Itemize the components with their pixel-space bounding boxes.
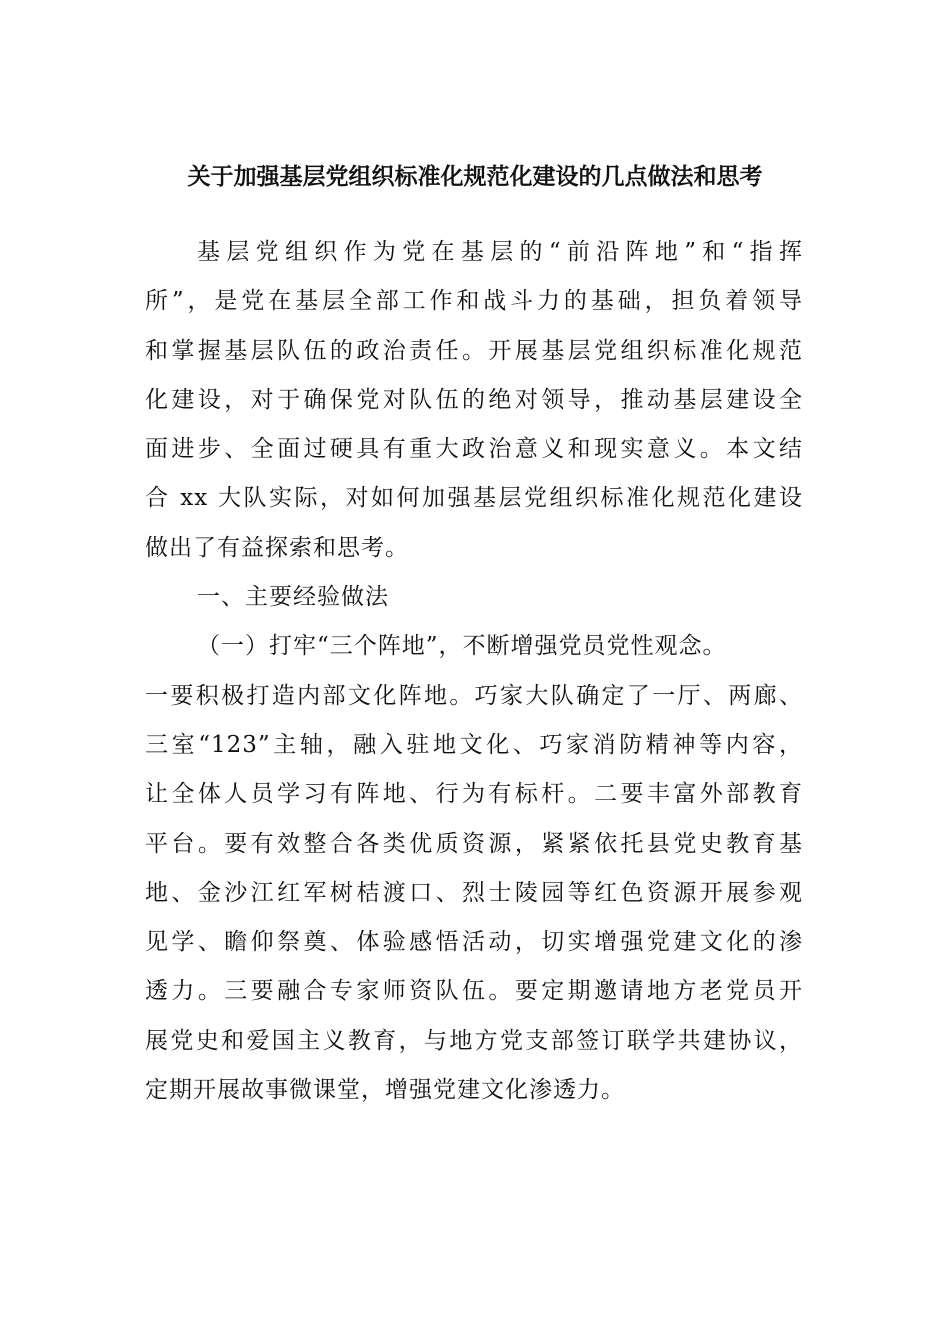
paragraph-line: 三室“123”主轴，融入驻地文化、巧家消防精神等内容， xyxy=(145,731,803,758)
paragraph-line: 见学、瞻仰祭奠、体验感悟活动，切实增强党建文化的渗 xyxy=(145,929,803,956)
paragraph-line: 透力。三要融合专家师资队伍。要定期邀请地方老党员开 xyxy=(145,978,803,1005)
paragraph-line: 化建设，对于确保党对队伍的绝对领导，推动基层建设全 xyxy=(145,386,803,413)
document-title: 关于加强基层党组织标准化规范化建设的几点做法和思考 xyxy=(187,163,763,190)
paragraph-line: 平台。要有效整合各类优质资源，紧紧依托县党史教育基 xyxy=(145,830,803,857)
section-heading: 一、主要经验做法 xyxy=(197,584,389,611)
paragraph-line: 基层党组织作为党在基层的“前沿阵地”和“指挥 xyxy=(197,239,803,265)
paragraph-line: 做出了有益探索和思考。 xyxy=(145,534,409,561)
paragraph-line: 展党史和爱国主义教育，与地方党支部签订联学共建协议， xyxy=(145,1027,803,1054)
paragraph-line: 所”，是党在基层全部工作和战斗力的基础，担负着领导 xyxy=(145,288,803,315)
paragraph-line: 面进步、全面过硬具有重大政治意义和现实意义。本文结 xyxy=(145,436,803,463)
paragraph-line: 和掌握基层队伍的政治责任。开展基层党组织标准化规范 xyxy=(145,337,803,364)
paragraph-line: 让全体人员学习有阵地、行为有标杆。二要丰富外部教育 xyxy=(145,781,803,808)
paragraph-line: 地、金沙江红军树桔渡口、烈士陵园等红色资源开展参观 xyxy=(145,879,803,906)
subsection-heading: （一）打牢“三个阵地”，不断增强党员党性观念。 xyxy=(197,633,727,660)
paragraph-line: 合 xx 大队实际，对如何加强基层党组织标准化规范化建设 xyxy=(145,485,803,512)
paragraph-line: 一要积极打造内部文化阵地。巧家大队确定了一厅、两廊、 xyxy=(145,682,803,709)
paragraph-line: 定期开展故事微课堂，增强党建文化渗透力。 xyxy=(145,1077,625,1104)
document-body xyxy=(145,228,803,1115)
